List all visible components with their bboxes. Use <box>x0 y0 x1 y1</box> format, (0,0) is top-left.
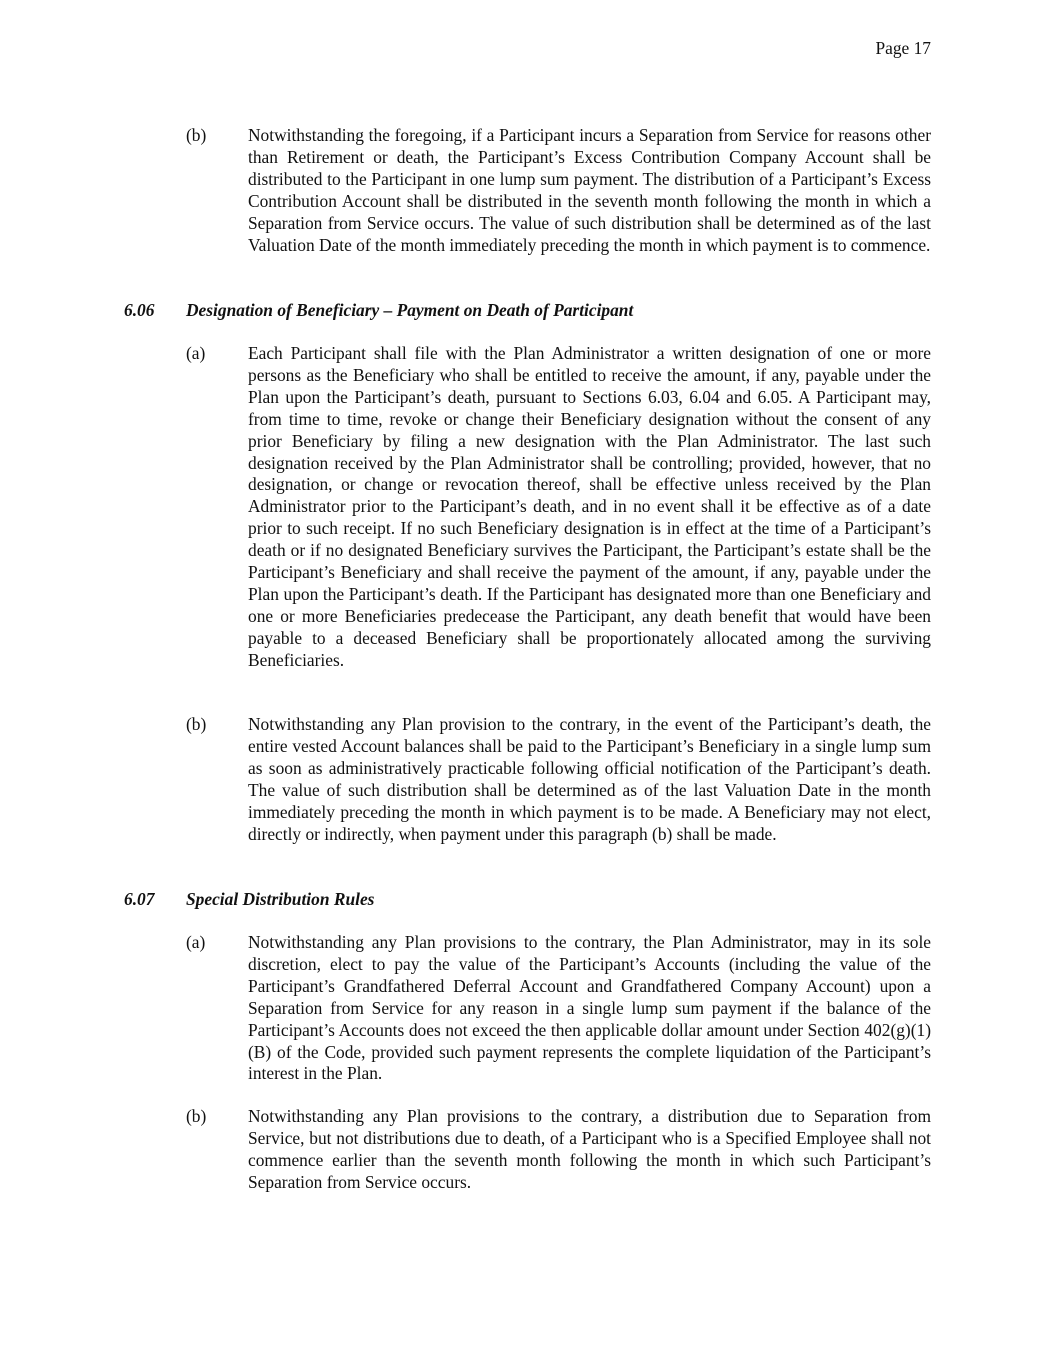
paragraph-6-05-b <box>186 125 931 256</box>
paragraph-label: (b) <box>186 714 207 734</box>
paragraph-label: (b) <box>186 1106 207 1126</box>
paragraph-6-07-a <box>186 932 931 1085</box>
section-number: 6.07 <box>124 889 155 909</box>
paragraph-6-06-a <box>186 343 931 672</box>
paragraph-6-07-b <box>186 1106 931 1194</box>
paragraph-text: Notwithstanding the foregoing, if a Participant incurs a Separation from Service for reasons other than Retirement or death, the Participant’s Excess Contribution Company Account shall be distributed to the Participant in one lump sum payment. The distribution of a Participant’s Excess Contribution Account shall be distributed in the seventh month following the month in which a Separation from Service occurs. The value of such distribution shall be determined as of the last Valuation Date of the month immediately preceding the month in which payment is to commence. <box>248 125 931 255</box>
paragraph-label: (a) <box>186 343 206 363</box>
paragraph-text: Each Participant shall file with the Plan Administrator a written designation of one or more persons as the Beneficiary who shall be entitled to receive the amount, if any, payable under the Plan upon the Participant’s death, pursuant to Sections 6.03, 6.04 and 6.05. A Participant may, from time to time, revoke or change their Beneficiary designation without the consent of any prior Beneficiary by filing a new designation with the Plan Administrator. The last such designation received by the Plan Administrator shall be controlling; provided, however, that no designation, or change or revocation thereof, shall be effective unless received by the Plan Administrator prior to the Participant’s death, and in no event shall it be effective as of a date prior to such receipt. If no such Beneficiary designation is in effect at the time of a Participant’s death or if no designated Beneficiary survives the Participant, the Participant’s estate shall be the Participant’s Beneficiary and shall receive the payment of the amount, if any, payable under the Plan upon the Participant’s death. If the Participant has designated more than one Beneficiary and one or more Beneficiaries predecease the Participant, any death benefit that would have been payable to a deceased Beneficiary shall be proportionately allocated among the surviving Beneficiaries. <box>248 343 931 670</box>
paragraph-6-06-b <box>186 714 931 845</box>
paragraph-text: Notwithstanding any Plan provision to the contrary, in the event of the Participant’s death, the entire vested Account balances shall be paid to the Participant’s Beneficiary in a single lump sum as soon as administratively practicable following official notification of the Participant’s death. The value of such distribution shall be determined as of the last Valuation Date in the month immediately preceding the month in which payment is to be made. A Beneficiary may not elect, directly or indirectly, when payment under this paragraph (b) shall be made. <box>248 714 931 844</box>
paragraph-label: (a) <box>186 932 206 952</box>
section-title: Special Distribution Rules <box>186 889 375 909</box>
section-title: Designation of Beneficiary – Payment on Death of Participant <box>186 300 634 320</box>
page-number: Page 17 <box>875 38 931 58</box>
paragraph-text: Notwithstanding any Plan provisions to the contrary, a distribution due to Separation from Service, but not distributions due to death, of a Participant who is a Specified Employee shall not commence earlier than the seventh month following the month in which such Participant’s Separation from Service occurs. <box>248 1106 931 1192</box>
paragraph-label: (b) <box>186 125 207 145</box>
paragraph-text: Notwithstanding any Plan provisions to the contrary, the Plan Administrator, may in its sole discretion, elect to pay the value of the Participant’s Accounts (including the value of the Participant’s Grandfathered Deferral Account and Grandfathered Company Account) upon a Separation from Service for any reason in a single lump sum payment if the balance of the Participant’s Accounts does not exceed the then applicable dollar amount under Section 402(g)(1)(B) of the Code, provided such payment represents the complete liquidation of the Participant’s interest in the Plan. <box>248 932 931 1084</box>
section-number: 6.06 <box>124 300 155 320</box>
